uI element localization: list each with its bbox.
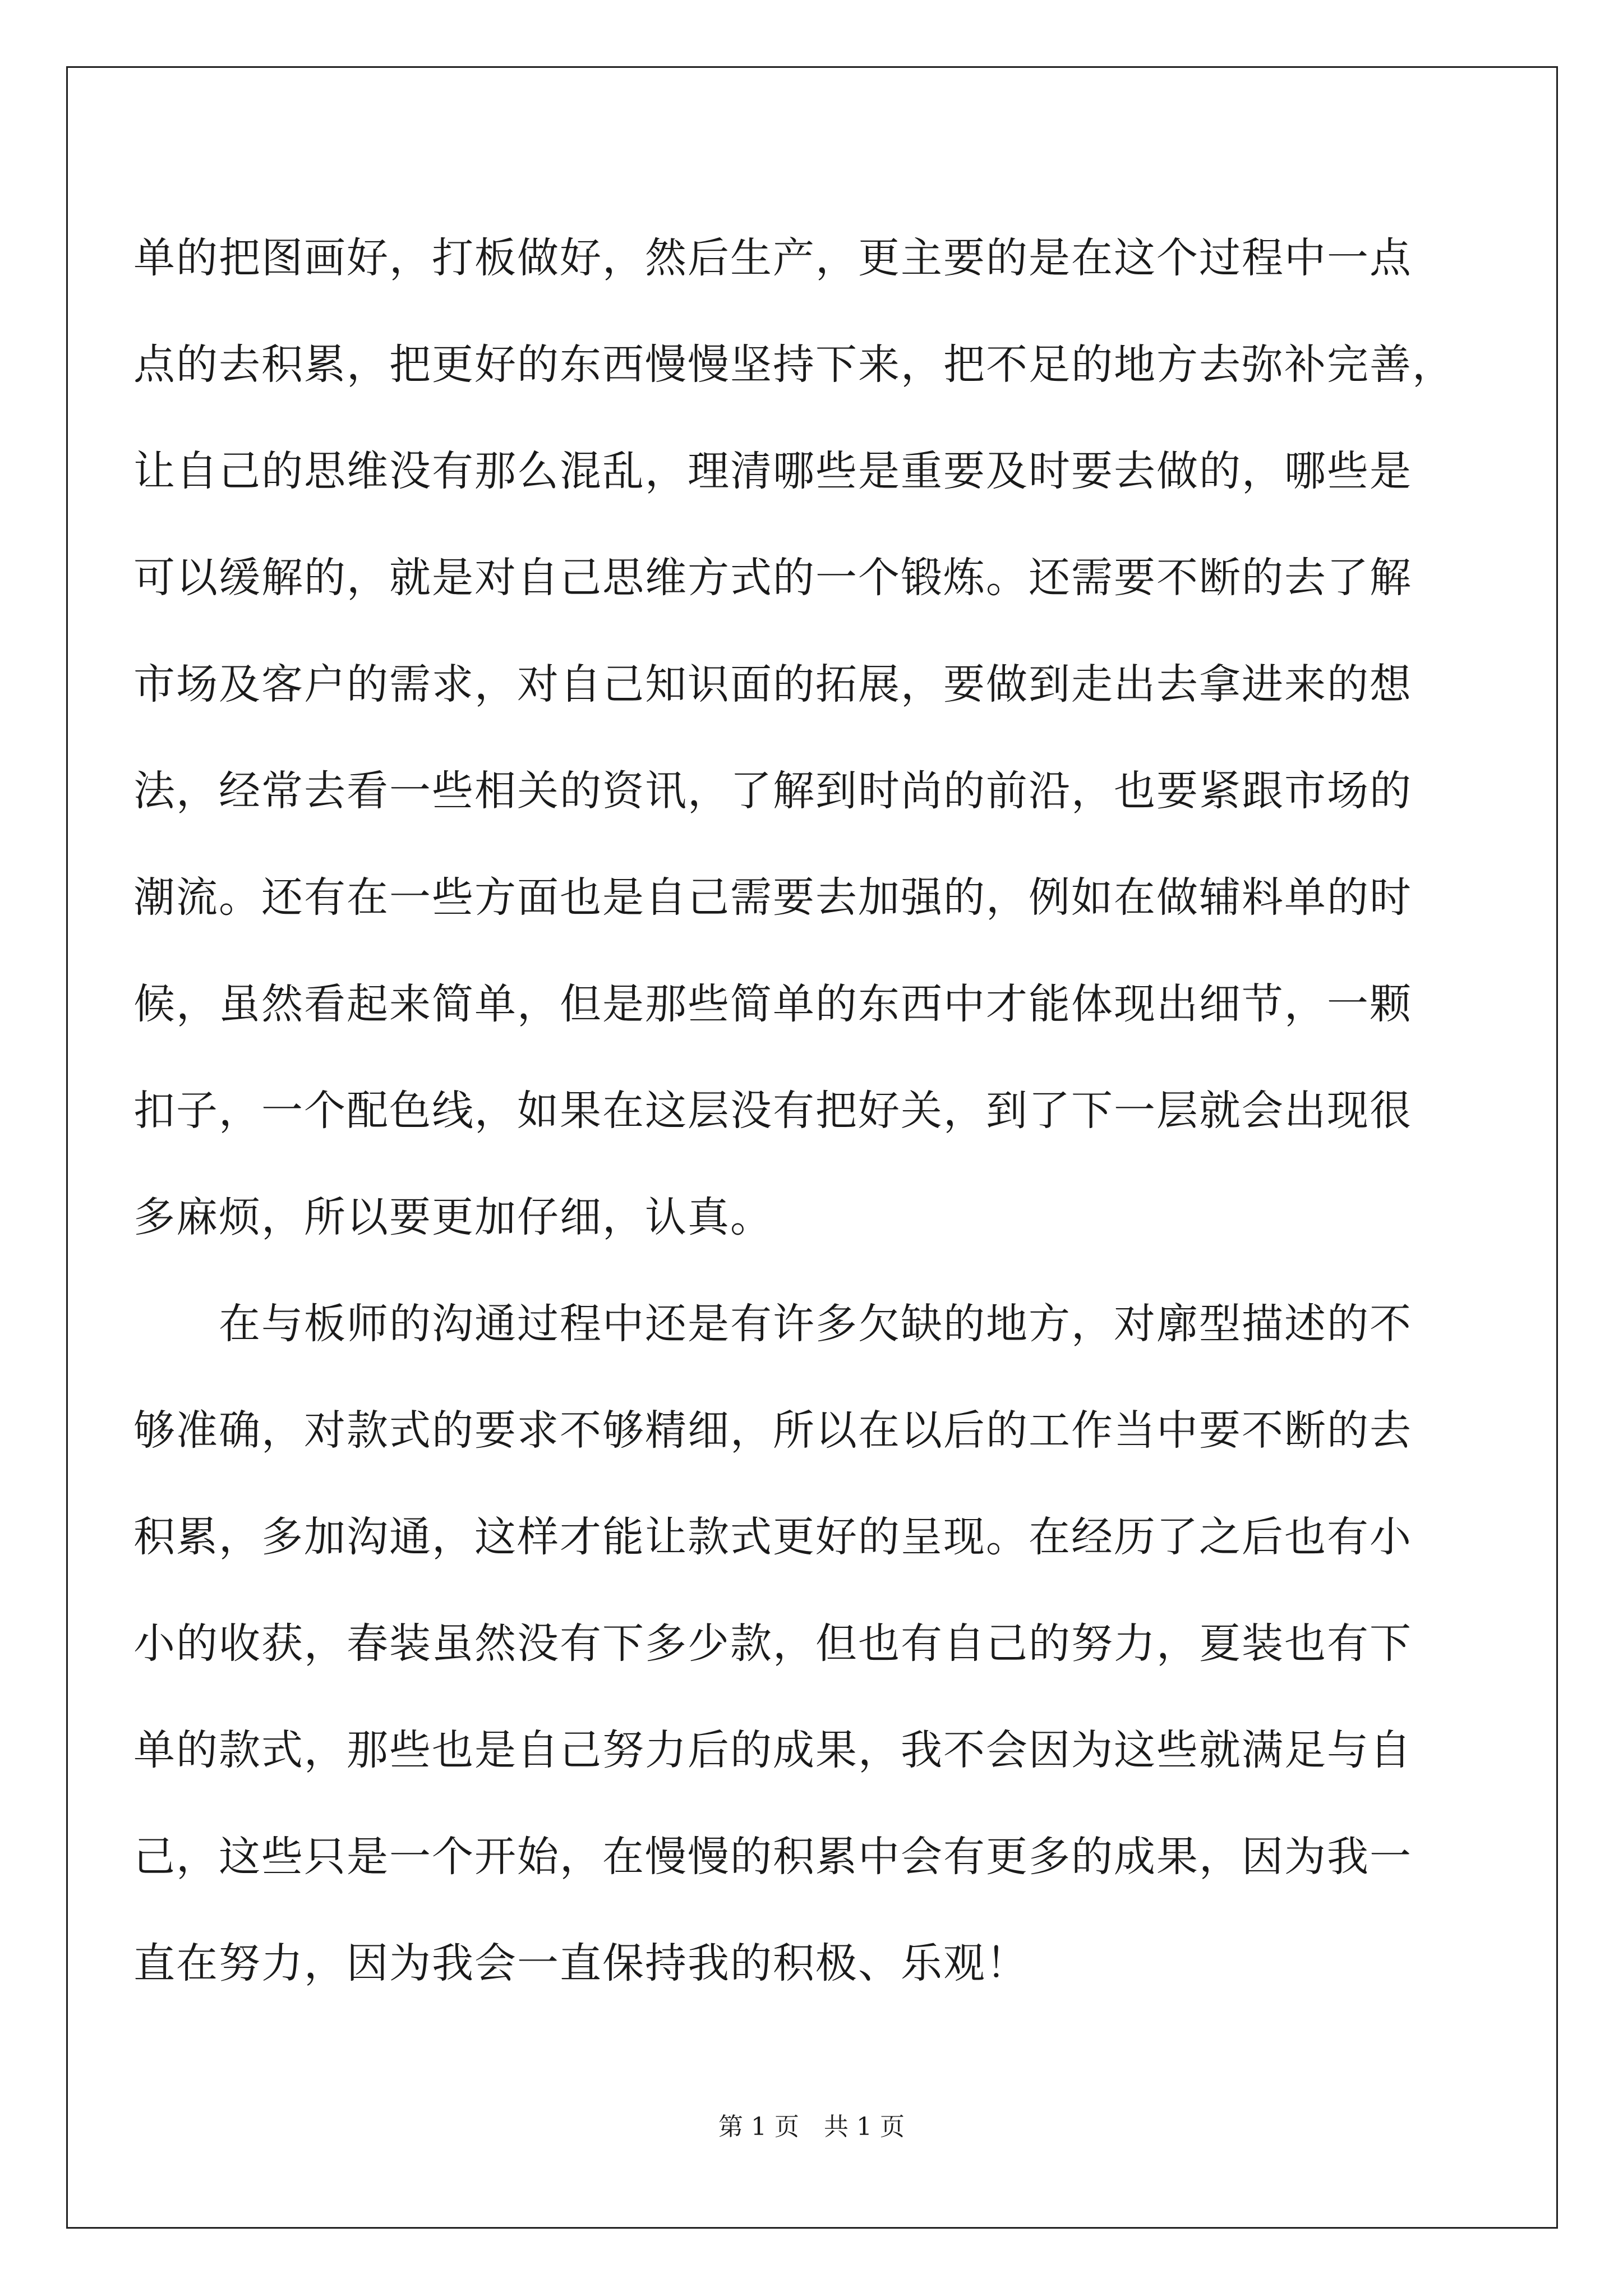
text-line: 在与板师的沟通过程中还是有许多欠缺的地方，对廓型描述的不 xyxy=(133,1300,1412,1348)
text-line: 己，这些只是一个开始，在慢慢的积累中会有更多的成果，因为我一 xyxy=(133,1833,1412,1881)
page-footer xyxy=(0,2106,1623,2142)
text-line: 潮流。还有在一些方面也是自己需要去加强的，例如在做辅料单的时 xyxy=(133,873,1412,922)
text-line: 候，虽然看起来简单，但是那些简单的东西中才能体现出细节，一颗 xyxy=(133,980,1412,1028)
text-line: 积累，多加沟通，这样才能让款式更好的呈现。在经历了之后也有小 xyxy=(133,1513,1412,1561)
text-line: 点的去积累，把更好的东西慢慢坚持下来，把不足的地方去弥补完善， xyxy=(133,341,1455,389)
text-line: 直在努力，因为我会一直保持我的积极、乐观！ xyxy=(133,1939,1029,1987)
text-line: 市场及客户的需求，对自己知识面的拓展，要做到走出去拿进来的想 xyxy=(133,660,1412,708)
text-line: 可以缓解的，就是对自己思维方式的一个锻炼。还需要不断的去了解 xyxy=(133,554,1412,602)
text-line: 小的收获，春装虽然没有下多少款，但也有自己的努力，夏装也有下 xyxy=(133,1619,1412,1668)
text-line: 法，经常去看一些相关的资讯，了解到时尚的前沿，也要紧跟市场的 xyxy=(133,767,1412,815)
text-line: 单的把图画好，打板做好，然后生产，更主要的是在这个过程中一点 xyxy=(133,234,1412,282)
text-line: 扣子，一个配色线，如果在这层没有把好关，到了下一层就会出现很 xyxy=(133,1087,1412,1135)
page-number: 第 1 页 共 1 页 xyxy=(718,2113,905,2141)
document-body xyxy=(133,205,1455,2017)
text-line: 多麻烦，所以要更加仔细，认真。 xyxy=(133,1193,773,1241)
text-line: 单的款式，那些也是自己努力后的成果，我不会因为这些就满足与自 xyxy=(133,1726,1412,1774)
text-line: 让自己的思维没有那么混乱，理清哪些是重要及时要去做的，哪些是 xyxy=(133,447,1412,495)
text-line: 够准确，对款式的要求不够精细，所以在以后的工作当中要不断的去 xyxy=(133,1406,1412,1455)
